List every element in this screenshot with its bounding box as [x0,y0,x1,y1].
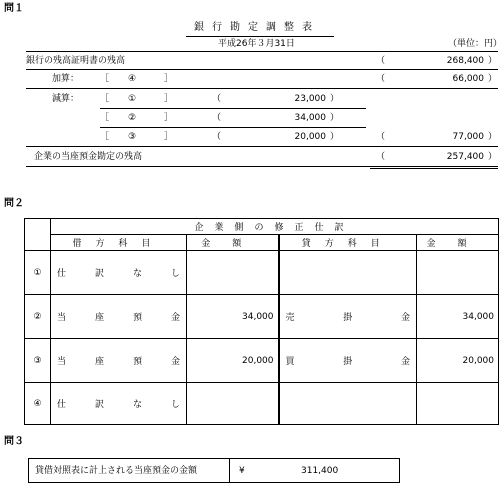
credit-account [279,383,417,425]
row-no: ② [25,295,51,339]
answer-amount: 311,400 [301,466,339,476]
bracket-open: ［ [100,113,110,123]
paren-open: （ [212,132,222,142]
credit-account: 売 掛 金 [279,295,417,339]
paren-open: （ [376,74,386,84]
q2-label: 問２ [4,198,24,209]
paren-close: ） [488,152,498,162]
credit-amount: 34,000 [417,295,499,339]
paren-open: （ [212,94,222,104]
title-underline [186,36,334,37]
add-total: 66,000 [452,74,484,84]
bracket-close: ］ [164,94,174,104]
company-balance-amount: 257,400 [446,152,484,162]
row-rule [26,69,498,70]
paren-close: ） [330,113,340,123]
bracket-open: ［ [100,132,110,142]
debit-account-text: 仕 訳 な し [57,269,180,279]
bank-balance-amount: 268,400 [446,56,484,66]
paren-close: ） [488,56,498,66]
journal-header: 企業側の修正仕訳 [51,219,499,235]
debit-account: 仕 訳 な し [51,383,187,425]
bank-balance-label: 銀行の残高証明書の残高 [26,56,126,66]
row-rule [26,88,498,89]
paren-close: ） [330,94,340,104]
col-debit-account: 借方科目 [51,235,187,251]
credit-amount [417,383,499,425]
col-debit-amount: 金額 [187,235,279,251]
subtract-amount-1: 23,000 [294,94,326,104]
answer-description: 貸借対照表に計上される当座預金の金額 [35,466,198,476]
corner-cell [25,219,51,251]
paren-open: （ [376,132,386,142]
bracket-open: ［ [100,94,110,104]
row-rule [100,127,366,128]
credit-amount [417,251,499,295]
debit-amount: 20,000 [187,339,279,383]
bracket-close: ］ [164,132,174,142]
debit-amount: 34,000 [187,295,279,339]
table-row [25,295,499,339]
row-no: ③ [25,339,51,383]
table-row [25,251,499,295]
subtract-amount-2: 34,000 [294,113,326,123]
company-balance-label: 企業の当座預金勘定の残高 [34,152,143,162]
add-item: ④ [128,74,137,84]
row-rule [100,108,366,109]
unit-label: （単位：円） [448,39,502,49]
currency-symbol: ¥ [239,466,245,476]
journal-table [24,218,499,425]
q1-label: 問１ [4,3,24,14]
debit-account: 当 座 預 金 [51,339,187,383]
bracket-close: ］ [164,74,174,84]
credit-account [279,251,417,295]
subtract-label: 減算： [52,94,80,104]
paren-open: （ [212,113,222,123]
paren-open: （ [376,56,386,66]
subtract-amount-3: 20,000 [294,132,326,142]
table-row [25,339,499,383]
debit-account [51,251,187,295]
q3-label: 問３ [4,436,24,447]
row-rule [26,146,498,147]
double-underline [370,168,498,169]
reconciliation-title: 銀行勘定調整表 [194,22,320,33]
col-credit-account: 貸方科目 [279,235,417,251]
answer-box [28,458,400,483]
debit-amount [187,383,279,425]
credit-amount: 20,000 [417,339,499,383]
statement-date: 平成26年３月31日 [218,39,295,49]
debit-account: 当 座 預 金 [51,295,187,339]
row-no: ④ [25,383,51,425]
paren-close: ） [330,132,340,142]
row-rule [26,166,498,167]
col-credit-amount: 金額 [417,235,499,251]
add-label: 加算： [52,74,80,84]
subtract-item-3: ③ [128,132,137,142]
subtract-item-2: ② [128,113,137,123]
answer-divider [229,459,230,482]
header-rule [26,51,498,52]
paren-close: ） [488,132,498,142]
bracket-open: ［ [100,74,110,84]
table-row [25,383,499,425]
paren-close: ） [488,74,498,84]
subtract-item-1: ① [128,94,137,104]
subtract-total: 77,000 [452,132,484,142]
paren-open: （ [376,152,386,162]
row-no: ① [25,251,51,295]
bracket-close: ］ [164,113,174,123]
credit-account: 買 掛 金 [279,339,417,383]
debit-amount [187,251,279,295]
